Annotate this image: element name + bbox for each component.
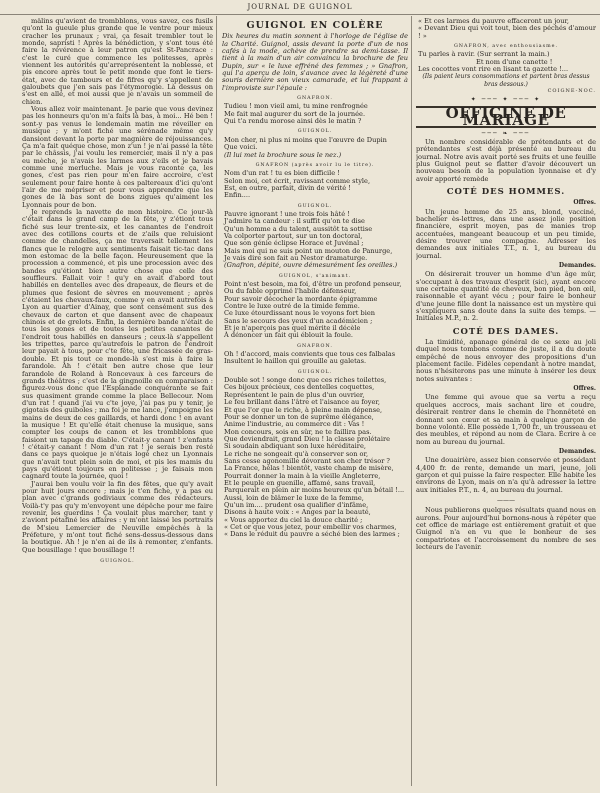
page-header: [0, 0, 600, 15]
column-rule: [411, 16, 412, 786]
verse-line: Ou du fable opprimé l'habile défenseur,: [224, 287, 357, 296]
verse-line: Qu'un im.... prudent osa qualifier d'infâme,: [224, 500, 369, 509]
journal-title: JOURNAL DE GUIGNOL: [247, 3, 353, 11]
verse-line: Pourrait donner la main à la vieille Angleterre,: [224, 471, 381, 480]
verse-line: Qu'un homme a du talent, aussitôt ta sottise: [224, 224, 373, 233]
divider: ———: [497, 496, 515, 504]
dialogue: [222, 95, 408, 539]
demandes-label: Demandes.: [558, 261, 596, 269]
column-rule: [216, 16, 217, 786]
verse-line: Va colporter partout, sur un ton doctoral,: [224, 231, 363, 240]
speaker: GNAFRON, avec enthousiasme.: [453, 44, 559, 50]
verse-line: (Gnafron, dépité, ouvre démesurément les oreilles.): [224, 261, 398, 270]
verse-line: Et que l'or que le riche, à pleine main dépense,: [224, 405, 383, 414]
verse-line: « Vous apportez du ciel la douce charité ;: [224, 515, 363, 524]
verse-line: Contre le luxe outré de la timide femme.: [224, 302, 360, 311]
column-story: [22, 18, 213, 788]
verse-line: Anime l'industrie, au commerce dit : Vas !: [224, 420, 365, 429]
verse-line: (Il lui met la brochure sous le nez.): [224, 150, 342, 159]
verse-line: Si soudain abdiquant son luxe héréditaire,: [224, 442, 366, 451]
speaker: GNAFRON (après avoir lu le titre).: [255, 162, 375, 168]
verse-line: « Devant Dieu qui voit tout, bien des péchés d'amour ! »: [418, 24, 596, 40]
paragraph: J'aurai ben voulu voir la fin des fêtes, que qu'y avait pour huit jours encore ; mais je t'en fiche, y a pas eu plan avec c'grands godiviaux comme des rédacteurs. Voilà-t'y pas qu'y m'envoyent une dépêche pour me faire revenir, les guerdins ! Ça voulait plus marcher, tant y z'aviont pétafiné les affaires : y m'ont laissé les portraits de M'sieu Lemercier de Neuville empêchés à la Préfeture, y m'ont tout fiché sens-dessus-dessous dans la boutique. Ah ! je n'en ai de ils à remonter, z'enfants. Que bousillage ! que bousillage !!: [22, 479, 213, 554]
paragraph: Je reprends la navette de mon histoire. Ce jour-là c'était dans le grand camp de la fête, y z'étiont tous fiché sus leur trente-six, et les canantes de l'endroit avec des cotillons courts et de z'ails que reluisiont comme de chandelles, ça me traversait tellement les flancs que le relogre aux sentiments faisait tic-tac dans mon estomac de la belle façon. Heureusement que la procession a commencé, et pis une procession avec des bandes qu'étiont bien autre chose que celle des souffleurs. Fallait voir ! qu'y en avait d'abord tout habillés en dentelles avec des drapeaux, de fleurs et de plumes que fesiont de sèvres en mouvement ; après c'étaient les chevaux-faux, comme y en avait autrefois à Lyon au quartier d'Ainay, que sont censément sus des chevaux de carton et que dansent avec de chapeaux chinois et de grelots. Enfin, la dernière bande n'était de tous les gones et de toutes les petites canantes de l'endroit tous habillés en danseurs ; ceux-là s'appellent les tripettes, parce qu'autrefois le patron de l'endroit leur payait à tous, pour c'te fête, une fricassée de gras-double. Et pis tout ce monde-là s'est mis à faire la farandole. Ah ! c'était ben autre chose que leur farandole de Roland à Roncevaux à ces farceurs de grands théâtres ; c'est de la gingnoille en comparaison : figurez-vous donc que l'Esplanade conquérante se fait sus quasiment grande comme la place Bellecour. Nom d'un rat ! quand j'ai vu c'te joye, j'ai pas pu y tenir, je gigotais des guiboles ; ma foi je me lance, j'empoigne les mains de deux de ces gaillards, et hardi donc ! en avant la musique ! Et qu'elle était chenuse la musique, sans compter les coups de canon et les trombblons que faisiont un tapage du diable. C'était-y canant ! z'enfants ! c'était-y canant ! Nom d'un rat ! je serais ben resté dans ce pays quoique je n'étais logé chez un Lyonnais que n'avait tout plein soin de moi, et pis les mamis du pays qu'étiont toujours en politesse ; je faisais mon cagnard toute la journée, quoi !: [22, 207, 213, 481]
verse-line: Pauvre ignorant ! une trois fois hâté !: [224, 209, 350, 218]
ornament-divider: ─── ❧ ───: [481, 130, 531, 138]
verse-line: Est, en outre, parfait, divin de vérité !: [224, 183, 351, 192]
speaker: GNAFRON.: [297, 96, 333, 102]
speaker: GUIGNOL.: [297, 203, 333, 209]
verse-line: Point n'est besoin, ma foi, d'être un profond penseur,: [224, 280, 402, 288]
verse-line: « Cet or que vous jetez, pour embellir vos charmes,: [224, 523, 397, 531]
offres-label: Offres.: [573, 199, 596, 207]
verse-line: Oh ! d'accord, mais convients que tous ces falbalas: [224, 350, 396, 359]
speaker: GNAFRON.: [297, 343, 333, 349]
verse-line: Nom d'un rat ! tu es bien difficile !: [224, 169, 340, 178]
verse-line: Mon concours, sois en sûr, ne te faillira pas.: [224, 427, 372, 436]
speaker: GUIGNOL, s'animant.: [278, 273, 352, 279]
verse-line: Ces bijoux précieux, ces dentelles coquettes,: [224, 383, 375, 392]
verse-line: Pour se donner un ton de suprême élégance,: [224, 412, 374, 421]
announcement: Un jeune homme de 25 ans, blond, vacciné, bachelier ès-lettres, dans une assez jolie position financière, esprit moyen, pas de manies trop accentuées, mangeant beaucoup et un peu timide, désire trouver une compagne. Adresser les demandes aux initiales T.T., n. 1, au bureau du journal.: [416, 207, 596, 260]
verse-author: COIGNE-NOC.: [547, 88, 596, 95]
demandes-label: Demandes.: [558, 447, 596, 455]
column-marriage: [416, 18, 596, 788]
column-dialogue: [222, 18, 408, 788]
announcement: Une femme qui avoue que sa vertu a reçu quelques accrocs, mais sachant lire et coudre, désirerait rentrer dans le chemin de l'honnêteté en donnant son cœur et sa main à quelque garçon de bonne volonté. Elle possède 1,700 fr., un trousseau et des meubles, et répond au nom de Clara. Écrire à ce nom au bureau du journal.: [416, 393, 596, 446]
speaker: GUIGNOL.: [297, 129, 333, 135]
signature: GUIGNOL.: [100, 559, 135, 565]
verse-line: Qui t'a rendu morose ainsi dès le matin ?: [224, 117, 362, 126]
verse-line: « Dans le réduit du pauvre a séché bien des larmes ;: [224, 530, 400, 539]
verse-line: Tu parles à ravir. (Sur serrant la main.): [418, 50, 550, 59]
verse-line: Disons à haute voix : « Anges par la beauté,: [224, 508, 371, 517]
intro-paragraph: Un nombre considérable de prétendants et de prétendantes s'est déjà présenté au bureau du journal. Notre avis avait porté ses fruits et une feuille plus Guignol peut se flatter d'avoir découvert un nouveau besoin de la population lyonnaise et d'y avoir apporté remède: [416, 137, 596, 183]
verse-line: Et je n'aperçois pas quel mérite il décèle: [224, 324, 361, 333]
paragraph: Vous allez voir maintenant. Je parie que vous devinez pas les honneurs qu'on m'a faits là bas, à moi... Hé ben ! sont-y pas venus le lendemain matin me réveiller en musique ; y m'ont fiché une sérénade même qu'y dansiont devant la porte par magnière de réjouissances. Ça m'a fait quéque chose, mon z'un ! je n'ai passé la tête par le châssis, j'ai voulu les remercier, mais il n'y a pas eu mèche, je n'avais les larmes aux z'eils et je bavais comme une merluche. Mais je vous raconte ça, les gones, c'est pas rien pour m'en faire accroire, c'est seulement pour faire honte à ces paltereaux d'ici qu'ont l'air de me mépriser et pour vous apprendre que les gones de là bas sont de bons zigues qu'aiment les Lyonnais pour de bon.: [22, 105, 213, 209]
verse-line: Et le peuple en guenille, affamé, sans travail,: [224, 478, 376, 487]
verse-line: Double sot ! songe donc que ces riches toilettes,: [224, 376, 387, 385]
offres-label: Offres.: [573, 385, 596, 393]
verse-line: Ce luxe étourdissant nous le voyons fort bien: [224, 309, 376, 318]
verse-line: Le riche ne songeait qu'à conserver son or,: [224, 449, 369, 458]
verse-line: Sans le secours des yeux d'un académicien ;: [224, 316, 373, 325]
verse-line: Et nom d'une canette !: [476, 57, 553, 66]
verse-line: Mais moi qui ne suis point un mouton de Panurge,: [224, 246, 393, 255]
verse-line: Selon moi, cet écrit, ravissant comme style,: [224, 176, 371, 185]
subsection-title: COTÉ DES DAMES.: [452, 326, 560, 337]
article-title: GUIGNOL EN COLÈRE: [246, 20, 384, 31]
verse-line: Me fait mal augurer du sort de la journée.: [224, 109, 366, 118]
verse-line: Le feu brillant dans l'âtre et l'aisance au foyer,: [224, 398, 380, 407]
verse-line: Sans cesse agonomille dévorant son cher trésor ?: [224, 456, 390, 465]
verse-line: Tudieu ! mon vieil ami, tu mine renfrognée: [224, 102, 368, 111]
verse-line: Insultent le haillon qui grouille au galetas.: [224, 357, 367, 366]
verse-line: Que deviendrait, grand Dieu ! la classe prolétaire: [224, 434, 390, 443]
verse-line: À dénoncer un fait qui éblouit la foule.: [224, 331, 353, 340]
verse-line: Enfin....: [224, 191, 251, 200]
verse-line: Que voici.: [224, 143, 258, 152]
verse-line: Représentent le pain de plus d'un ouvrier,: [224, 390, 365, 399]
subsection-title: COTÉ DES HOMMES.: [446, 186, 566, 197]
paragraph: La timidité, apanage général de ce sexe au joli duquel nous tombons comme de juste, il a du doute empêché de nous envoyer des propositions d'un placement facile. Fidèles cependant à notre mandat, nous n'hésiterons pas une minute à insérer les deux notes suivantes :: [416, 338, 596, 383]
section-title: OFFICINE DE MARIAGE: [416, 106, 596, 129]
ornament-divider: ✦ ─── ✦ ─── ✦: [470, 96, 542, 104]
verse-line: « Et ces larmes du pauvre effaceront un jour,: [418, 18, 570, 25]
speaker: GUIGNOL.: [297, 369, 333, 375]
verse-line: Mon cher, ni plus ni moins que l'œuvre de Dupin: [224, 135, 387, 144]
paragraph: mâlins qu'avient de trombblons, vous savez, ces fusils qu'ont la gueule plus grande que le ventre pour mieux cracher les prunaux ; vrai, ça fesait trembler tout le monde, sapristi ! Après la bénédiction, y s'ont tous été faire la révérence à leur patron qu'est St-Pancrace : c'est le curé que commence les politesses, après viennent les autorités qu'arreprésentent la noblesse, et pis encore après tout le petit monde que font le tiers-état, avec de tambours et de fifres qu'y s'appellent de galoubets que j'en sais pas l'étymorogie. Là dessus on s'est en allé, et moi aussi que je n'avais un sommeil de chien.: [22, 18, 213, 106]
stage-direction: (Ils paient leurs consommations et partent bras dessus bras dessous.): [422, 73, 590, 88]
verse-line: Parquerait en plein air moins heureux qu'un bétail !...: [224, 486, 405, 495]
verse-line: Je vais dire son fait au Nestor dramaturge.: [224, 253, 368, 262]
verse-line: J'admire ta candeur : il suffit qu'on te dise: [224, 217, 365, 226]
article-lead: Dix heures du matin sonnent à l'horloge de l'église de la Charité. Guignol, assis devant la porte d'un de nos cafés à la mode, achève de prendre sa demi-tasse. Il tient à la main d'un air convaincu la brochure de feu Dupin, sur « le luxe effréné des femmes ; » Gnafron, qui l'a aperçu de loin, s'avance avec la légèreté d'une souris dernière son vieux camarade, et lui frappant à l'improviste sur l'épaule :: [222, 32, 408, 92]
announcement: Une douairière, assez bien conservée et possédant 4,400 fr. de rente, demande un mari, jeune, joli garçon et qui puisse la faire respecter. Elle habite les environs de Lyon, mais on n'a qu'à adresser la lettre aux initiales P.T., n. 4, au bureau du journal.: [416, 456, 596, 494]
verse-line: Aussi, loin de blâmer le luxe de la femme,: [224, 493, 364, 502]
announcement: On désirerait trouver un homme d'un âge mûr, s'occupant à des travaux d'esprit (sic), ayant encore une certaine quantité de cheveux, bon pied, bon œil, raisonnable et ayant vécu ; pour faire le bonheur d'une jeune fille dont la naissance est un mystère qui s'expliquera sans doute dans la suite des temps. — Initiales M.P., n. 2.: [416, 270, 596, 323]
closing-paragraph: Nous publierons quelques résultats quand nous en aurons. Pour aujourd'hui bornons-nous à répéter que cet office de mariage est entièrement gratuit et que Guignol n'a en vu que le bonheur de ses compatriotes et l'accroissement du nombre de ses lecteurs de l'avenir.: [416, 506, 596, 551]
verse-line: Que son génie éclipse Horace et Juvénal ;: [224, 239, 364, 248]
verse-line: Pour savoir décocher la mordante épigramme: [224, 294, 378, 303]
verse-line: Les cocottes vont rire en lisant ta gazette !...: [418, 65, 569, 74]
verse-line: La France, hélas ! bientôt, vaste champ de misère,: [224, 464, 394, 473]
